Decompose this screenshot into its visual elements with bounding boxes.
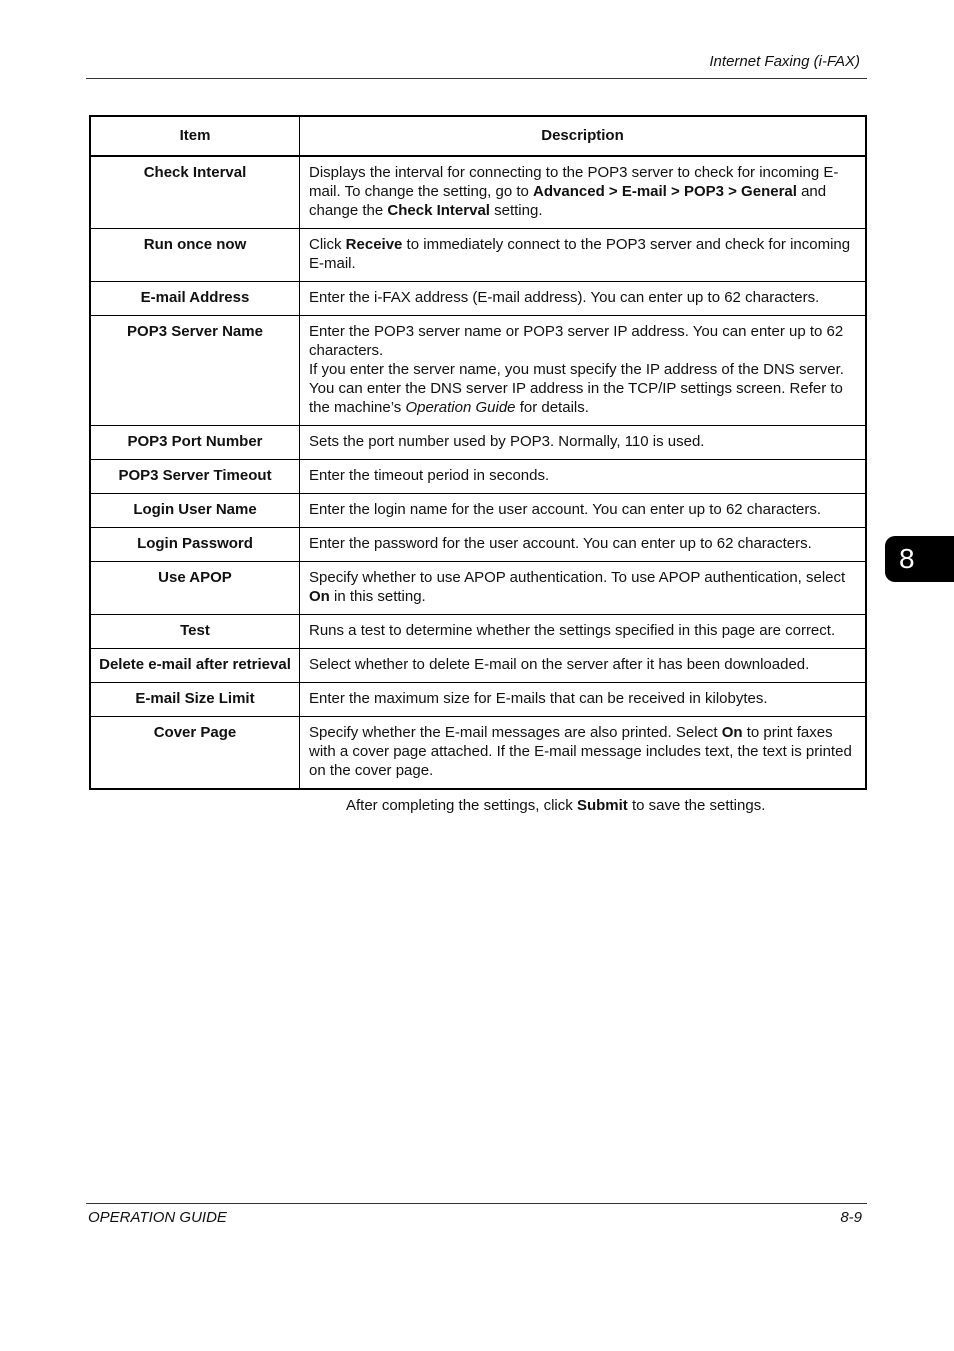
bold-text: Submit bbox=[576, 797, 628, 814]
text-run: After completing the settings, click bbox=[346, 797, 577, 814]
bold-text: Check Interval bbox=[387, 202, 490, 219]
item-name-cell: POP3 Server Timeout bbox=[90, 460, 300, 494]
text-run: If you enter the server name, you must specify the IP address of the DNS server. You can enter the DNS server IP address in the TCP/IP settings screen. Refer to the machine’s bbox=[309, 361, 844, 416]
text-run: Runs a test to determine whether the settings specified in this page are correct. bbox=[309, 622, 836, 639]
text-run: to print faxes with a cover page attached. If the E-mail message includes text, the text is printed on the cover page. bbox=[309, 724, 852, 779]
chapter-tab bbox=[885, 536, 954, 582]
description-cell bbox=[300, 615, 867, 649]
description-cell bbox=[300, 426, 867, 460]
page-number: 8-9 bbox=[840, 1209, 862, 1226]
table-header-row bbox=[90, 116, 866, 156]
item-name-cell: POP3 Port Number bbox=[90, 426, 300, 460]
item-name-cell: Login Password bbox=[90, 528, 300, 562]
bold-text: Receive bbox=[345, 236, 403, 253]
footer-divider bbox=[86, 1203, 867, 1204]
description-cell bbox=[300, 528, 867, 562]
description-cell bbox=[300, 562, 867, 615]
description-cell bbox=[300, 649, 867, 683]
text-run: Click bbox=[309, 236, 346, 253]
table-row bbox=[90, 562, 866, 615]
text-run: setting. bbox=[489, 202, 543, 219]
table-body bbox=[90, 156, 866, 789]
table-row bbox=[90, 717, 866, 790]
item-name-cell: Run once now bbox=[90, 229, 300, 282]
table-row bbox=[90, 528, 866, 562]
text-run: Enter the password for the user account. You can enter up to 62 characters. bbox=[309, 535, 812, 552]
bold-text: Advanced > E-mail > POP3 > General bbox=[533, 183, 797, 200]
item-name-cell: E-mail Size Limit bbox=[90, 683, 300, 717]
instruction-text bbox=[346, 797, 765, 814]
text-run: to save the settings. bbox=[627, 797, 766, 814]
text-run: Enter the timeout period in seconds. bbox=[309, 467, 550, 484]
italic-text: Operation Guide bbox=[405, 399, 516, 416]
item-name-cell: Use APOP bbox=[90, 562, 300, 615]
bold-text: On bbox=[309, 588, 330, 605]
table-row bbox=[90, 615, 866, 649]
text-run: to immediately connect to the POP3 server and check for incoming E-mail. bbox=[309, 236, 851, 272]
table-row bbox=[90, 494, 866, 528]
table-row bbox=[90, 316, 866, 426]
description-cell bbox=[300, 282, 867, 316]
description-cell bbox=[300, 717, 867, 790]
table-row bbox=[90, 229, 866, 282]
text-run: Enter the POP3 server name or POP3 server IP address. You can enter up to 62 characters. bbox=[309, 323, 844, 359]
header-divider bbox=[86, 78, 867, 79]
item-name-cell: Check Interval bbox=[90, 156, 300, 229]
running-header-title: Internet Faxing (i-FAX) bbox=[709, 53, 860, 70]
text-run: Enter the i-FAX address (E-mail address). You can enter up to 62 characters. bbox=[309, 289, 820, 306]
text-run: and change the bbox=[309, 183, 827, 219]
text-run: Specify whether to use APOP authentication. To use APOP authentication, select bbox=[309, 569, 846, 586]
item-name-cell: Login User Name bbox=[90, 494, 300, 528]
text-run: Displays the interval for connecting to the POP3 server to check for incoming E-mail. To change the setting, go to bbox=[309, 164, 839, 200]
text-run: Specify whether the E-mail messages are also printed. Select bbox=[309, 724, 722, 741]
table-row bbox=[90, 156, 866, 229]
description-cell bbox=[300, 229, 867, 282]
text-run: Enter the login name for the user account. You can enter up to 62 characters. bbox=[309, 501, 821, 518]
text-run: Sets the port number used by POP3. Normally, 110 is used. bbox=[309, 433, 705, 450]
table-row bbox=[90, 282, 866, 316]
description-cell bbox=[300, 316, 867, 426]
description-cell bbox=[300, 683, 867, 717]
table-row bbox=[90, 460, 866, 494]
description-cell bbox=[300, 494, 867, 528]
bold-text: On bbox=[721, 724, 743, 741]
footer-guide-name: OPERATION GUIDE bbox=[88, 1209, 227, 1226]
settings-table bbox=[89, 115, 867, 790]
text-run: in this setting. bbox=[329, 588, 426, 605]
chapter-number: 8 bbox=[899, 543, 915, 574]
item-name-cell: POP3 Server Name bbox=[90, 316, 300, 426]
item-name-cell: Delete e-mail after retrieval bbox=[90, 649, 300, 683]
text-run: Enter the maximum size for E-mails that can be received in kilobytes. bbox=[309, 690, 768, 707]
description-cell bbox=[300, 460, 867, 494]
table-row bbox=[90, 426, 866, 460]
item-name-cell: Cover Page bbox=[90, 717, 300, 790]
item-name-cell: E-mail Address bbox=[90, 282, 300, 316]
description-cell bbox=[300, 156, 867, 229]
item-name-cell: Test bbox=[90, 615, 300, 649]
table-row bbox=[90, 649, 866, 683]
column-header-description: Description bbox=[300, 116, 867, 156]
column-header-item: Item bbox=[90, 116, 300, 156]
text-run: Select whether to delete E-mail on the server after it has been downloaded. bbox=[309, 656, 810, 673]
text-run: for details. bbox=[515, 399, 589, 416]
table-row bbox=[90, 683, 866, 717]
